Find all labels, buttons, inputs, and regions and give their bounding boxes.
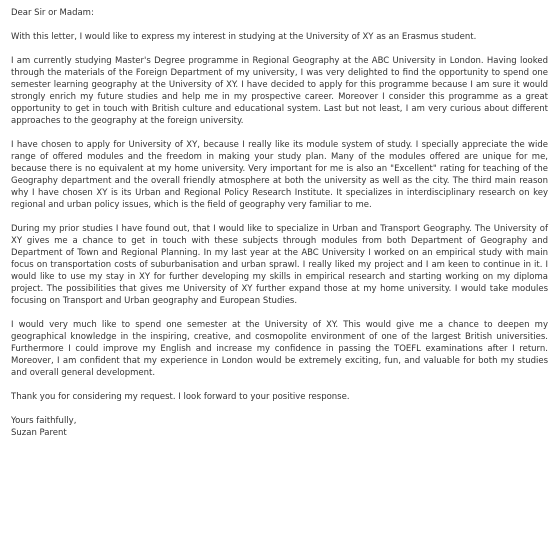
salutation: Dear Sir or Madam: — [11, 8, 94, 18]
closing: Yours faithfully, — [11, 416, 77, 426]
paragraph-intro: With this letter, I would like to express my interest in studying at the University of XY as an Erasmus student. — [11, 32, 477, 42]
paragraph-current-studies: I am currently studying Master's Degree programme in Regional Geography at the ABC University in London. Having looked through the materials of the Foreign Department of my university, I was very delighted to find the opportunity to spend one semester learning geography at the University of XY. I have decided to apply for this programme because I am sure it would strongly enrich my future studies and help me in my prospective career. Moreover I consider this programme as a great opportunity to get in touch with British culture and educational system. Last but not least, I am very curious about different approaches to the geography at the foreign university. — [11, 56, 548, 126]
signature: Suzan Parent — [11, 428, 67, 438]
paragraph-reasons: I have chosen to apply for University of XY, because I really like its module system of study. I specially appreciate the wide range of offered modules and the freedom in making your study plan. Many of the modules offered are unique for me, because there is no equivalent at my home university. Very important for me is also an "Excellent" rating for teaching of the Geography department and the overall friendly atmosphere at both the university as well as the city. The third main reason why I have chosen XY is its Urban and Regional Policy Research Institute. It specializes in interdisciplinary research on key regional and urban policy issues, which is the field of geography very familiar to me. — [11, 140, 548, 210]
paragraph-motivation: I would very much like to spend one semester at the University of XY. This would give me a chance to deepen my geographical knowledge in the inspiring, creative, and cosmopolite environment of one of the largest British universities. Furthermore I could improve my English and increase my confidence in passing the TOEFL examinations after I return. Moreover, I am confident that my experience in London would be extremely exciting, fun, and valuable for both my studies and overall general development. — [11, 320, 548, 378]
paragraph-specialization: During my prior studies I have found out, that I would like to specialize in Urban and Transport Geography. The University of XY gives me a chance to get in touch with these subjects through modules from both Department of Geography and Department of Town and Regional Planning. In my last year at the ABC University I worked on an empirical study with main focus on transportation costs of suburbanisation and urban sprawl. I really liked my project and I am keen to continue in it. I would like to use my stay in XY for further developing my skills in empirical research and starting working on my diploma project. The possibilities that gives me University of XY further expand those at my home university. I would take modules focusing on Transport and Urban geography and European Studies. — [11, 224, 548, 306]
paragraph-thanks: Thank you for considering my request. I look forward to your positive response. — [11, 392, 350, 402]
